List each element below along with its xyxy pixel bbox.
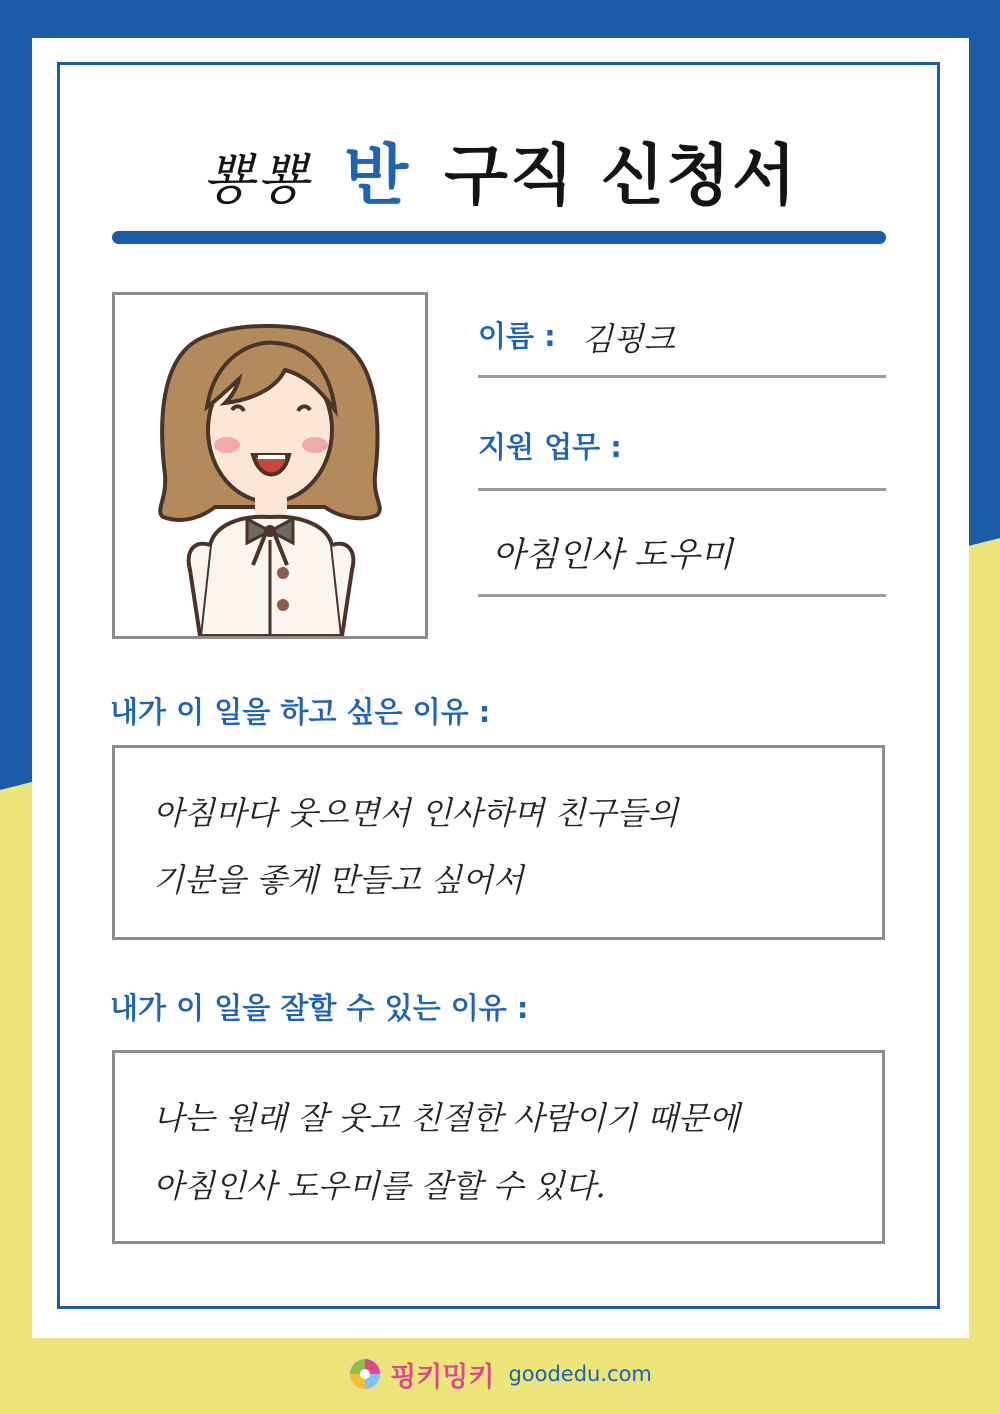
footer-brand: 핑키밍키 <box>390 1361 495 1393</box>
reason-good-line-2: 아침인사 도우미를 잘할 수 있다. <box>153 1167 606 1205</box>
reason-good-box <box>112 1050 885 1244</box>
title-main: 구직 신청서 <box>444 137 798 214</box>
name-label: 이름 : <box>478 319 556 353</box>
section-heading-want: 내가 이 일을 하고 싶은 이유 : <box>110 695 491 729</box>
reason-want-box <box>112 745 885 940</box>
job-label-rule <box>478 488 886 491</box>
footer-site-link[interactable]: goodedu.com <box>508 1362 652 1386</box>
job-value-rule <box>478 594 886 597</box>
name-rule <box>478 375 886 378</box>
page-title <box>0 122 1000 217</box>
section-heading-good: 내가 이 일을 잘할 수 있는 이유 : <box>110 991 529 1025</box>
title-underline <box>112 231 886 244</box>
reason-good-line-1: 나는 원래 잘 웃고 친절한 사람이기 때문에 <box>153 1099 740 1137</box>
job-label: 지원 업무 : <box>478 430 622 464</box>
class-name: 뿅뿅 <box>202 148 311 211</box>
applicant-photo <box>112 292 428 639</box>
pinwheel-logo-icon <box>348 1357 382 1391</box>
girl-illustration-icon <box>115 295 425 636</box>
footer <box>0 1352 1000 1396</box>
reason-want-line-1: 아침마다 웃으면서 인사하며 친구들의 <box>153 794 679 832</box>
class-ban: 반 <box>344 137 411 214</box>
name-value: 김핑크 <box>582 320 675 358</box>
job-value: 아침인사 도우미 <box>492 535 733 575</box>
reason-want-line-2: 기분을 좋게 만들고 싶어서 <box>153 861 524 899</box>
